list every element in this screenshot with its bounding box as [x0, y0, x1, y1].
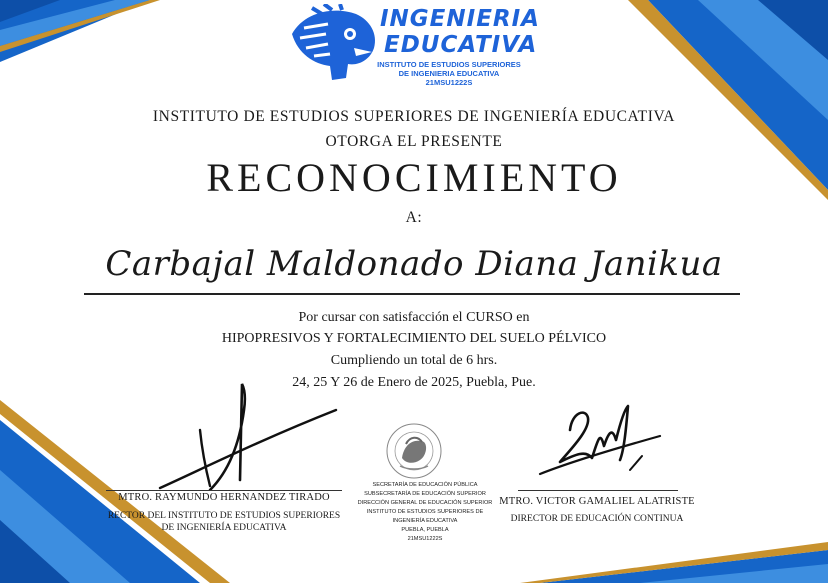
body-line1: Por cursar con satisfacción el CURSO en	[298, 310, 530, 325]
signature-line-left	[106, 490, 342, 491]
course-hours: Cumpliendo un total de 6 hrs.	[330, 353, 498, 368]
seal-line1: SECRETARÍA DE EDUCACIÓN PÚBLICA	[372, 482, 478, 488]
signer-right-name: MTRO. VICTOR GAMALIEL ALATRISTE	[499, 496, 695, 507]
signer-left-name: MTRO. RAYMUNDO HERNANDEZ TIRADO	[118, 492, 330, 503]
signer-left-role-line2: DE INGENIERÍA EDUCATIVA	[161, 523, 287, 533]
signer-left-role-line1: RECTOR DEL INSTITUTO DE ESTUDIOS SUPERIORES	[107, 511, 341, 521]
seal-line3: DIRECCIÓN GENERAL DE EDUCACIÓN SUPERIOR	[357, 500, 493, 506]
logo-title-line2: EDUCATIVA	[384, 32, 538, 58]
institution-logo	[284, 4, 540, 90]
to-label: A:	[405, 209, 423, 226]
seal-line7: 21MSU1222S	[407, 536, 443, 542]
course-name: HIPOPRESIVOS Y FORTALECIMIENTO DEL SUELO PÉLVICO	[221, 331, 607, 346]
signer-right-role: DIRECTOR DE EDUCACIÓN CONTINUA	[510, 514, 684, 524]
seal-line5: INGENIERÍA EDUCATIVA	[392, 518, 458, 524]
logo-title-line1: INGENIERIA	[380, 6, 540, 32]
logo-subtitle-line2: DE INGENIERIA EDUCATIVA	[398, 69, 500, 78]
issuer-line2: OTORGA EL PRESENTE	[325, 133, 503, 150]
signature-line-right	[518, 490, 678, 491]
government-seal-icon	[384, 422, 444, 480]
corner-decoration-bottom-right	[520, 520, 828, 583]
recipient-name: Carbajal Maldonado Diana Janikua	[105, 244, 723, 284]
certificate-title: RECONOCIMIENTO	[206, 155, 622, 200]
issuer-line1: INSTITUTO DE ESTUDIOS SUPERIORES DE INGENIERÍA EDUCATIVA	[152, 108, 676, 125]
signature-left	[140, 380, 340, 490]
logo-subtitle-line1: INSTITUTO DE ESTUDIOS SUPERIORES	[377, 60, 521, 69]
corner-decoration-top-left	[0, 0, 200, 70]
recipient-underline	[84, 293, 740, 295]
seal-line4: INSTITUTO DE ESTUDIOS SUPERIORES DE	[366, 509, 484, 515]
seal-line6: PUEBLA, PUEBLA	[401, 527, 449, 533]
signature-right	[520, 400, 670, 492]
seal-line2: SUBSECRETARÍA DE EDUCACIÓN SUPERIOR	[364, 491, 486, 497]
logo-code: 21MSU1222S	[425, 78, 473, 87]
course-dates: 24, 25 Y 26 de Enero de 2025, Puebla, Pue.	[292, 375, 536, 390]
